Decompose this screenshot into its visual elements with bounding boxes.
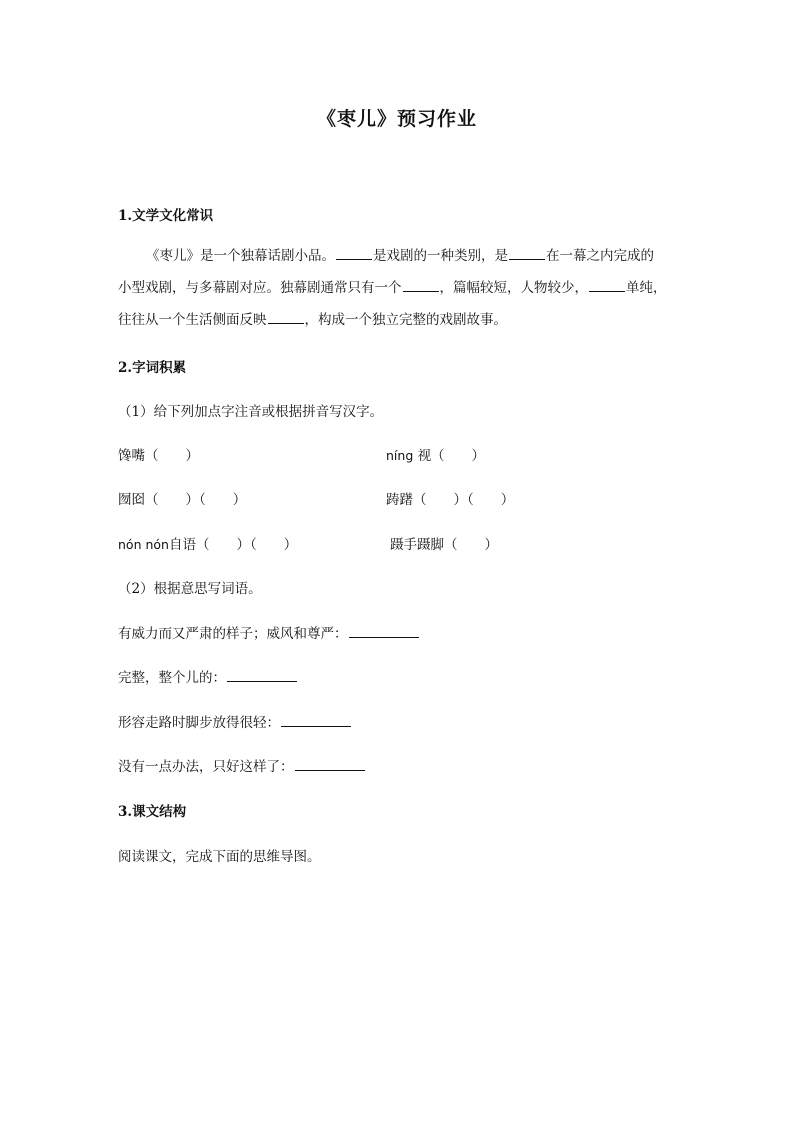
structure-instruction: 阅读课文，完成下面的思维导图。 [118, 849, 321, 865]
paragraph-line-2 [118, 272, 678, 304]
section-heading-literature: 1.文学文化常识 [118, 208, 214, 224]
paragraph-line-3 [118, 304, 678, 336]
vocab-item [386, 444, 485, 464]
vocab-item: 踌躇（ ）（ ） [386, 492, 515, 508]
vocab-item [118, 533, 297, 553]
vocab-item: 囫囵（ ）（ ） [118, 492, 247, 508]
answer-blank[interactable] [227, 667, 297, 682]
fill-blank[interactable] [509, 245, 545, 260]
paragraph-line-1 [118, 240, 678, 272]
text-segment: 是戏剧的一种类别，是 [373, 248, 508, 264]
text-segment: 单纯， [626, 280, 667, 296]
fill-blank[interactable] [589, 277, 625, 292]
definition-text: 完整，整个儿的： [118, 670, 226, 686]
section-heading-structure: 3.课文结构 [118, 804, 187, 820]
answer-blank[interactable] [295, 756, 365, 771]
pinyin-label: nón nón [118, 537, 169, 552]
text-segment: 《枣儿》是一个独幕话剧小品。 [146, 248, 335, 264]
text-segment: 小型戏剧，与多幕剧对应。独幕剧通常只有一个 [118, 280, 402, 296]
text-segment: 往往从一个生活侧面反映 [118, 312, 267, 328]
definition-item [118, 622, 420, 642]
pinyin-label: níng [386, 448, 414, 463]
fill-blank[interactable] [268, 309, 304, 324]
definition-item [118, 711, 352, 731]
vocab-item: 蹑手蹑脚（ ） [390, 537, 498, 553]
vocab-item-text: 视（ ） [417, 448, 486, 464]
answer-blank[interactable] [281, 712, 351, 727]
vocab-item: 馋嘴（ ） [118, 448, 199, 464]
fill-blank[interactable] [336, 245, 372, 260]
question-1-prompt: （1）给下列加点字注音或根据拼音写汉字。 [118, 404, 384, 420]
vocab-item-text: 自语（ ）（ ） [168, 537, 298, 553]
definition-text: 没有一点办法，只好这样了： [118, 759, 294, 775]
definition-item [118, 755, 366, 775]
definition-item [118, 666, 298, 686]
text-segment: ，构成一个独立完整的戏剧故事。 [304, 312, 507, 328]
fill-blank[interactable] [403, 277, 439, 292]
text-segment: 在一幕之内完成的 [546, 248, 654, 264]
literature-paragraph [118, 240, 678, 336]
text-segment: ，篇幅较短，人物较少， [439, 280, 588, 296]
question-2-prompt: （2）根据意思写词语。 [118, 581, 262, 597]
definition-text: 有威力而又严肃的样子；威风和尊严： [118, 626, 348, 642]
definition-text: 形容走路时脚步放得很轻： [118, 715, 280, 731]
section-heading-vocabulary: 2.字词积累 [118, 360, 187, 376]
page-title: 《枣儿》预习作业 [316, 108, 477, 130]
answer-blank[interactable] [349, 623, 419, 638]
